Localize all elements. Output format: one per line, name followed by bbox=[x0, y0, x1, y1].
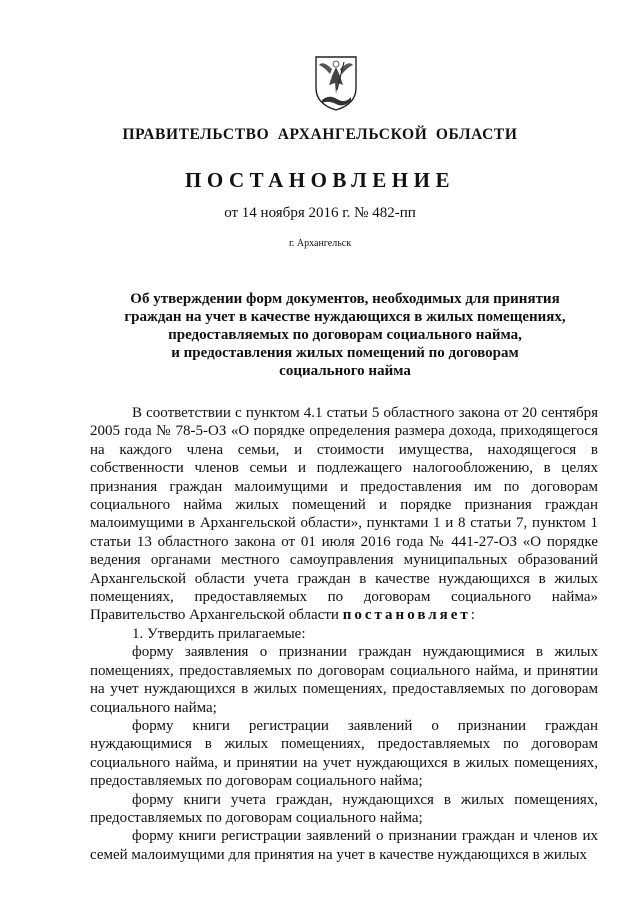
title-line: социального найма bbox=[279, 363, 411, 379]
government-name: ПРАВИТЕЛЬСТВО АРХАНГЕЛЬСКОЙ ОБЛАСТИ bbox=[122, 126, 518, 143]
form-item: форму книги регистрации заявлений о признании граждан и членов их семей малоимущими для принятия на учет в качестве нуждающихся в жилых bbox=[90, 828, 598, 863]
city: г. Архангельск bbox=[288, 238, 352, 249]
date-number: от 14 ноября 2016 г. № 482-пп bbox=[224, 205, 416, 221]
form-item: форму заявления о признании граждан нуждающимися в жилых помещениях, предоставляемых по договорам социального найма, и принятии на учет нуждающихся в жилых помещениях, предоставляемых по договорам социального найма; bbox=[90, 644, 598, 716]
intro-paragraph: В соответствии с пунктом 4.1 статьи 5 областного закона от 20 сентября 2005 года № 78-5-ОЗ «О порядке определения размера дохода, приходящегося на каждого члена семьи, и стоимости имущества, находящегося в собственности членов семьи и подлежащего налогообложению, в целях признания граждан малоимущими и предоставления им по договорам социального найма жилых помещений и порядке признания граждан малоимущими в Архангельской области», пунктами 1 и 8 статьи 7, пунктом 1 статьи 13 областного закона от 01 июля 2016 года № 441-27-ОЗ «О порядке ведения органами местного самоуправления муниципальных образований Архангельской области учета граждан в качестве нуждающихся в жилых помещениях, предоставляемых по договорам социального найма» Правительство Архангельской области постановляет: bbox=[90, 405, 598, 624]
document-title bbox=[90, 290, 600, 380]
title-line: и предоставления жилых помещений по договорам bbox=[171, 345, 519, 361]
item-1: 1. Утвердить прилагаемые: bbox=[132, 625, 306, 642]
document-type: ПОСТАНОВЛЕНИЕ bbox=[185, 168, 455, 192]
title-line: граждан на учет в качестве нуждающихся в жилых помещениях, bbox=[124, 309, 566, 325]
form-item: форму книги регистрации заявлений о признании граждан нуждающимися в жилых помещениях, предоставляемых по договорам социального найма, и принятии на учет нуждающихся в жилых помещениях, предоставляемых по договорам социального найма; bbox=[90, 717, 598, 790]
title-line: Об утверждении форм документов, необходимых для принятия bbox=[130, 291, 560, 307]
intro-text: В соответствии с пунктом 4.1 статьи 5 областного закона от 20 сентября 2005 года № 78-5-ОЗ «О порядке определения размера дохода, приходящегося на каждого члена семьи, и стоимости имущества, находящегося в собственности членов семьи и подлежащего налогообложению, в целях признания граждан малоимущими и предоставления им по договорам социального найма жилых помещений и порядке признания граждан малоимущими в Архангельской области», пунктами 1 и 8 статьи 7, пунктом 1 статьи 13 областного закона от 01 июля 2016 года № 441-27-ОЗ «О порядке ведения органами местного самоуправления муниципальных образований Архангельской области учета граждан в качестве нуждающихся в жилых помещениях, предоставляемых по договорам социального найма» Правительство Архангельской области bbox=[90, 405, 598, 624]
coat-of-arms-icon bbox=[313, 54, 359, 112]
decree-word: постановляет bbox=[342, 607, 471, 624]
form-item: форму книги учета граждан, нуждающихся в жилых помещениях, предоставляемых по договорам социального найма; bbox=[90, 791, 598, 826]
title-line: предоставляемых по договорам социального найма, bbox=[168, 327, 522, 343]
document-body bbox=[90, 404, 598, 864]
